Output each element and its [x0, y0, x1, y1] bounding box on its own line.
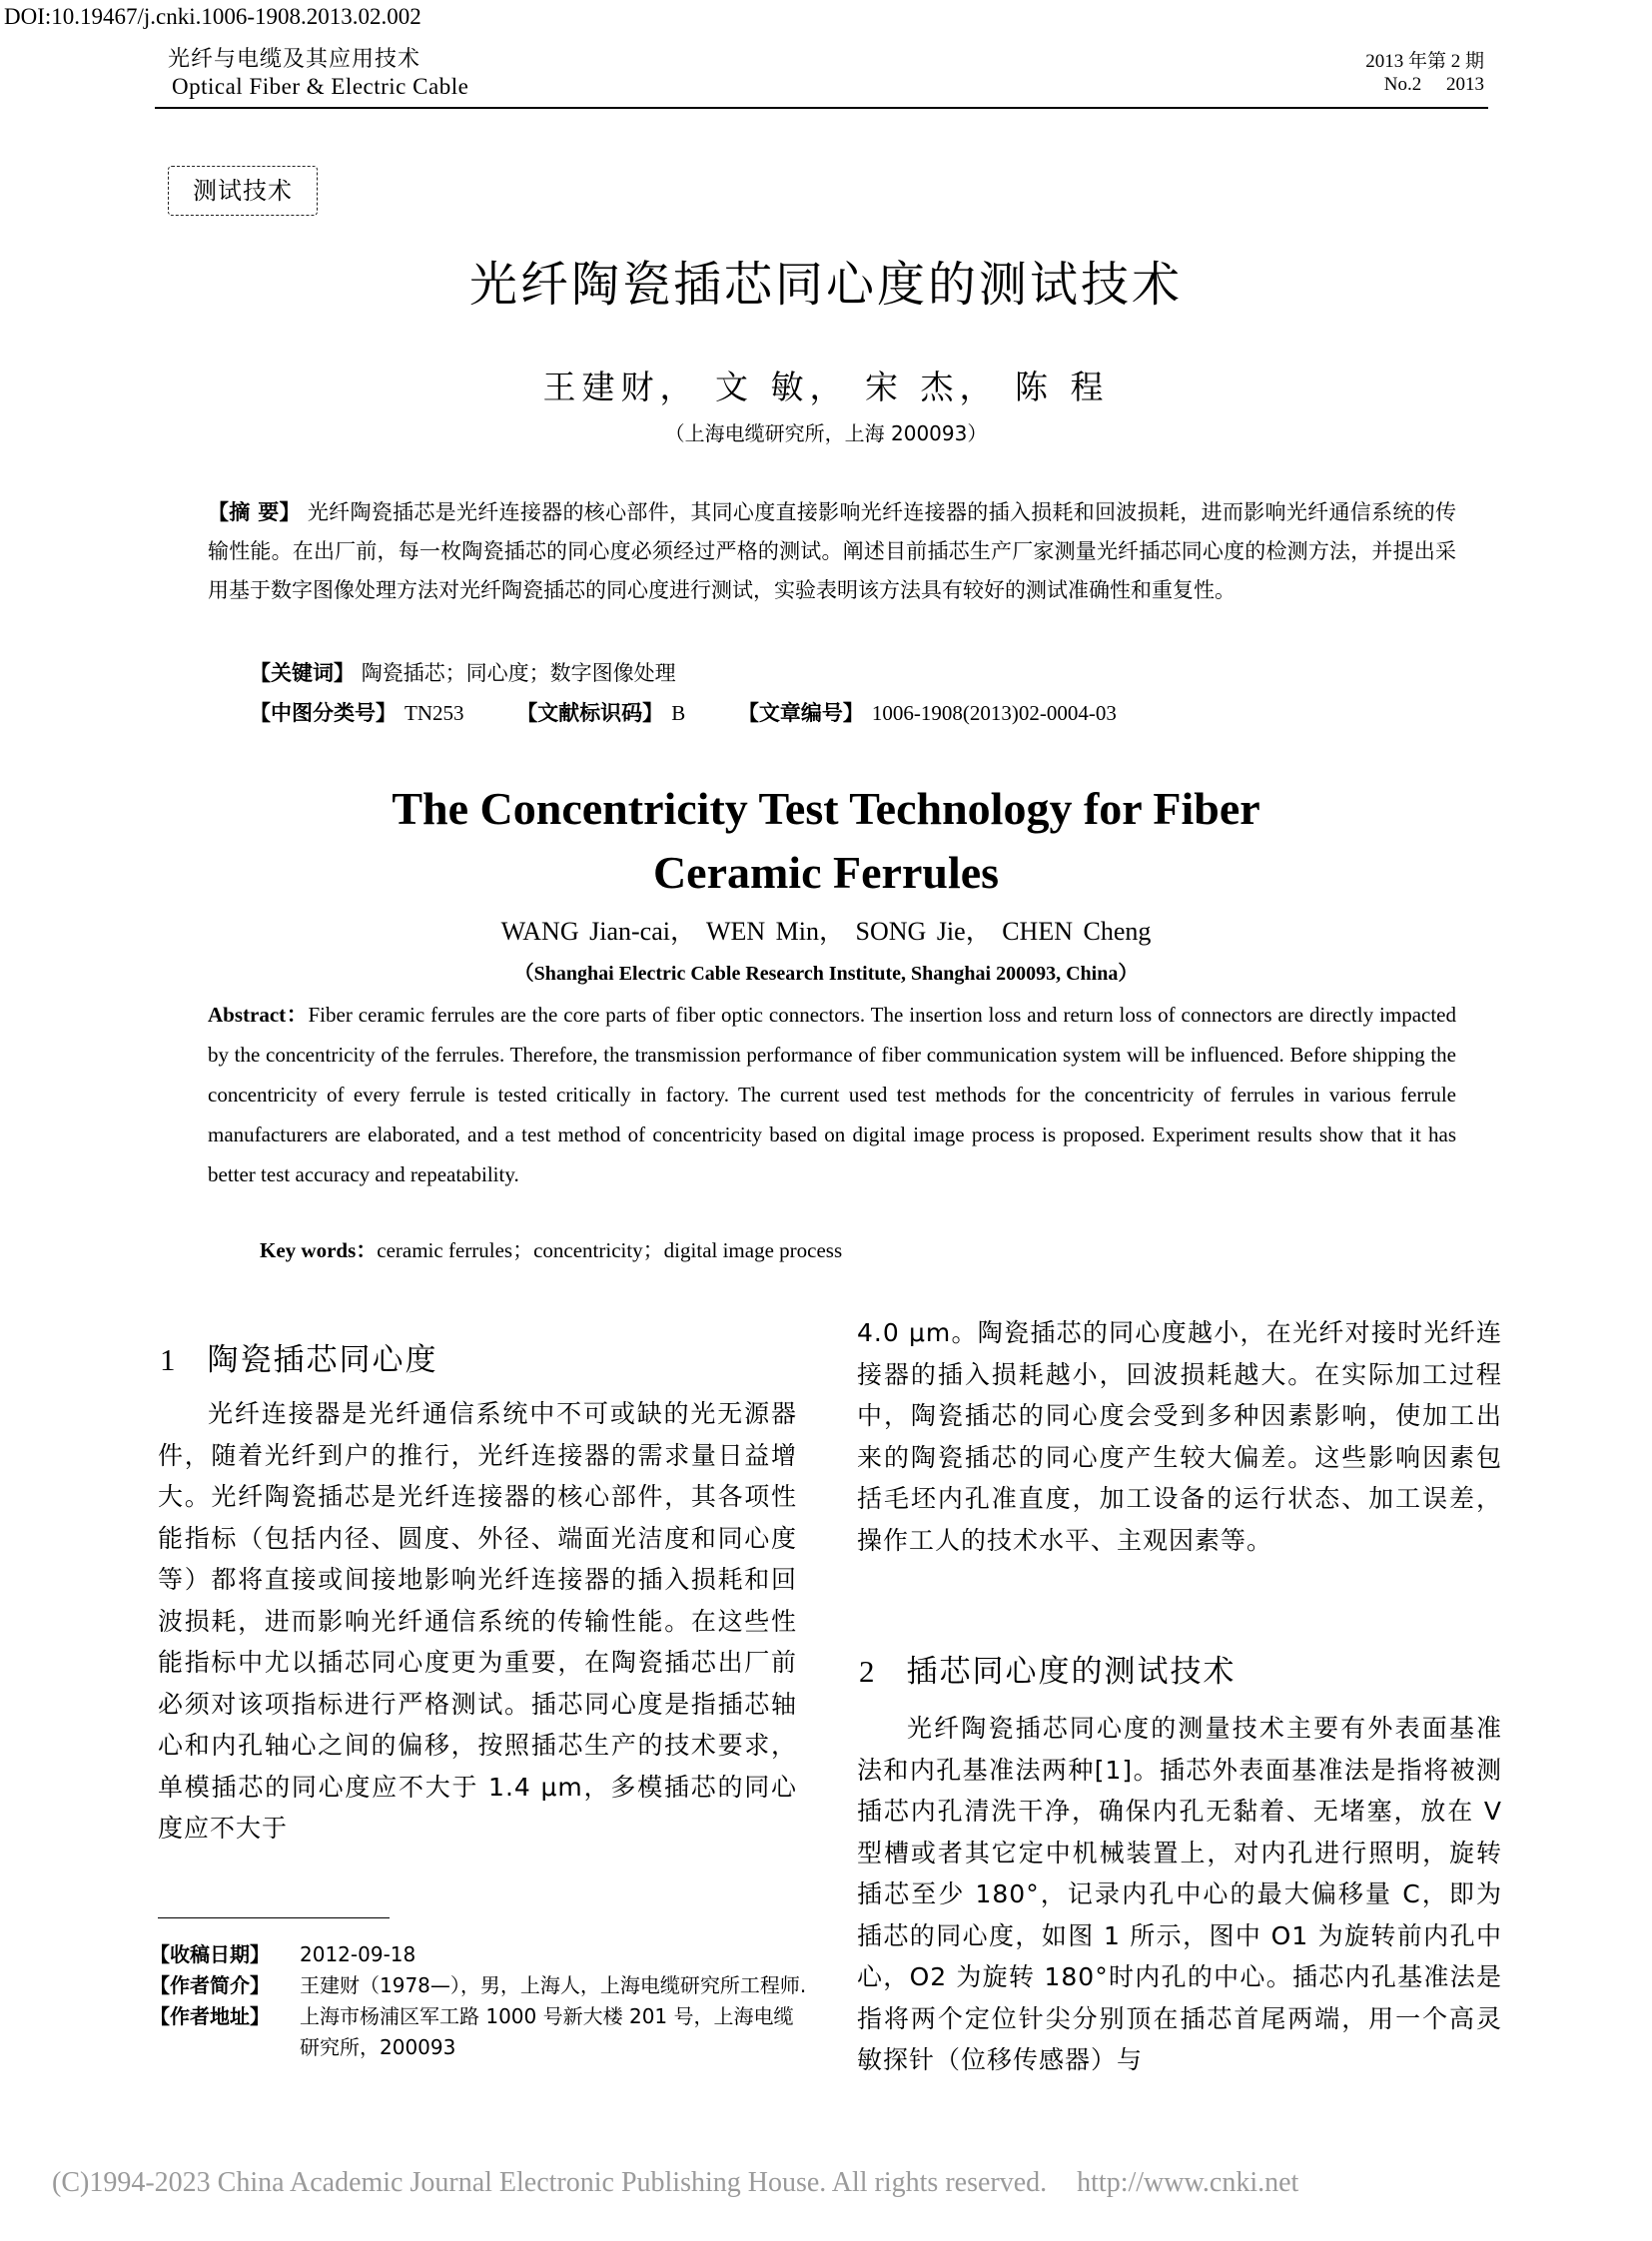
authors-en: WANG Jian-cai， WEN Min， SONG Jie， CHEN Cheng: [500, 917, 1152, 946]
section1-paragraph: 光纤连接器是光纤通信系统中不可或缺的光无源器件，随着光纤到户的推行，光纤连接器的需求量日益增大。光纤陶瓷插芯是光纤连接器的核心部件，其各项性能指标（包括内径、圆度、外径、端面光洁度和同心度等）都将直接或间接地影响光纤连接器的插入损耗和回波损耗，进而影响光纤通信系统的传输性能。在这些性能指标中尤以插芯同心度更为重要，在陶瓷插芯出厂前必须对该项指标进行严格测试。插芯同心度是指插芯轴心和内孔轴心之间的偏移，按照插芯生产的技术要求，单模插芯的同心度应不大于 1.4 μm，多模插芯的同心度应不大于: [158, 1399, 797, 1843]
doc-code-value: B: [671, 701, 686, 725]
section2-paragraph: 光纤陶瓷插芯同心度的测量技术主要有外表面基准法和内孔基准法两种[1]。插芯外表面基准法是指将被测插芯内孔清洗干净，确保内孔无黏着、无堵塞，放在 V 型槽或者其它定中机械装置上，对内孔进行照明，旋转插芯至少 180°，记录内孔中心的最大偏移量 C，即为插芯的同心度，如图 1 所示，图中 O1 为旋转前内孔中心，O2 为旋转 180°时内孔的中心。插芯内孔基准法是指将两个定位针尖分别顶在插芯首尾两端，用一个高灵敏探针（位移传感器）与: [857, 1714, 1502, 2074]
abstract-cn: [208, 493, 1456, 610]
footnote-author-address: [150, 2001, 809, 2063]
keywords-en: [260, 1234, 842, 1264]
doi-line: DOI:10.19467/j.cnki.1006-1908.2013.02.002: [4, 4, 421, 29]
issue-en: No.2 2013: [1383, 74, 1484, 95]
footnote-received: [150, 1939, 809, 1970]
right-column-bottom: [857, 1708, 1502, 2081]
header-rule: [155, 107, 1488, 109]
section2-heading: [859, 1646, 1237, 1691]
abstract-cn-label: 【摘 要】: [208, 500, 301, 524]
keywords-en-text: ceramic ferrules；concentricity；digital image process: [377, 1238, 843, 1262]
keywords-cn-label: 【关键词】: [250, 661, 355, 685]
keywords-cn-text: 陶瓷插芯；同心度；数字图像处理: [361, 661, 676, 685]
right-column-top: [857, 1312, 1502, 1561]
affiliation-en: （Shanghai Electric Cable Research Institute, Shanghai 200093, China）: [513, 963, 1139, 985]
classification-row: [250, 697, 1163, 727]
section1-heading: [160, 1334, 438, 1379]
section1-number: 1: [160, 1342, 178, 1377]
abstract-en-label: Abstract：: [208, 1003, 309, 1027]
authors-cn: 王建财， 文 敏， 宋 杰， 陈 程: [542, 368, 1110, 406]
abstract-cn-text: 光纤陶瓷插芯是光纤连接器的核心部件，其同心度直接影响光纤连接器的插入损耗和回波损耗，进而影响光纤通信系统的传输性能。在出厂前，每一枚陶瓷插芯的同心度必须经过严格的测试。阐述目前插芯生产厂家测量光纤插芯同心度的检测方法，并提出采用基于数字图像处理方法对光纤陶瓷插芯的同心度进行测试，实验表明该方法具有较好的测试准确性和重复性。: [208, 500, 1456, 602]
keywords-en-label: Key words：: [260, 1238, 378, 1262]
footnote-label: 【作者地址】: [150, 2004, 270, 2028]
journal-name-cn: 光纤与电缆及其应用技术: [168, 47, 421, 72]
footnote-label: 【作者简介】: [150, 1973, 270, 1997]
clc-label: 【中图分类号】: [250, 701, 397, 725]
section2-number: 2: [859, 1654, 877, 1689]
copyright-line: [52, 2167, 1298, 2199]
title-cn: 光纤陶瓷插芯同心度的测试技术: [468, 257, 1183, 313]
section1-continuation: 4.0 μm。陶瓷插芯的同心度越小，在光纤对接时光纤连接器的插入损耗越小，回波损耗越大。在实际加工过程中，陶瓷插芯的同心度会受到多种因素影响，使加工出来的陶瓷插芯的同心度产生较大偏差。这些影响因素包括毛坯内孔准直度，加工设备的运行状态、加工误差，操作工人的技术水平、主观因素等。: [857, 1318, 1502, 1555]
footnotes: [150, 1939, 809, 2063]
doc-code-label: 【文献标识码】: [516, 701, 664, 725]
footnote-rule: [158, 1917, 390, 1918]
abstract-en: [208, 995, 1456, 1194]
article-number-label: 【文章编号】: [737, 701, 864, 725]
copyright-url[interactable]: http://www.cnki.net: [1077, 2167, 1299, 2198]
section1-title: 陶瓷插芯同心度: [207, 1342, 438, 1378]
abstract-en-text: Fiber ceramic ferrules are the core parts of fiber optic connectors. The insertion loss and return loss of connectors are directly impacted by the concentricity of the ferrules. Therefore, the transmission performance of fiber communication system will be influenced. Before shipping the concentricity of every ferrule is tested critically in factory. The current used test methods for the concentricity of ferrules in various ferrule manufacturers are elaborated, and a test method of concentricity based on digital image process is proposed. Experiment results show that it has better test accuracy and repeatability.: [208, 1003, 1456, 1186]
journal-name-en: Optical Fiber & Electric Cable: [172, 74, 469, 99]
footnote-author-bio: [150, 1970, 809, 2001]
section2-title: 插芯同心度的测试技术: [906, 1654, 1237, 1690]
footnote-value: 上海市杨浦区军工路 1000 号新大楼 201 号，上海电缆研究所，200093: [300, 2004, 794, 2059]
left-column: [158, 1393, 797, 1850]
title-en: [0, 777, 1652, 905]
copyright-text: (C)1994-2023 China Academic Journal Electronic Publishing House. All rights reserved.: [52, 2167, 1048, 2198]
footnote-label: 【收稿日期】: [150, 1942, 270, 1966]
affiliation-cn: （上海电缆研究所，上海 200093）: [664, 421, 988, 445]
article-number-value: 1006-1908(2013)02-0004-03: [871, 701, 1117, 725]
section-tag: 测试技术: [168, 166, 318, 216]
clc-value: TN253: [405, 701, 464, 725]
title-en-line1: The Concentricity Test Technology for Fiber: [392, 783, 1260, 834]
footnote-value: 王建财（1978—），男，上海人，上海电缆研究所工程师.: [300, 1973, 807, 1997]
title-en-line2: Ceramic Ferrules: [652, 847, 1000, 898]
issue-cn: 2013 年第 2 期: [1365, 51, 1484, 72]
keywords-cn: [250, 657, 676, 687]
footnote-value: 2012-09-18: [300, 1942, 416, 1966]
